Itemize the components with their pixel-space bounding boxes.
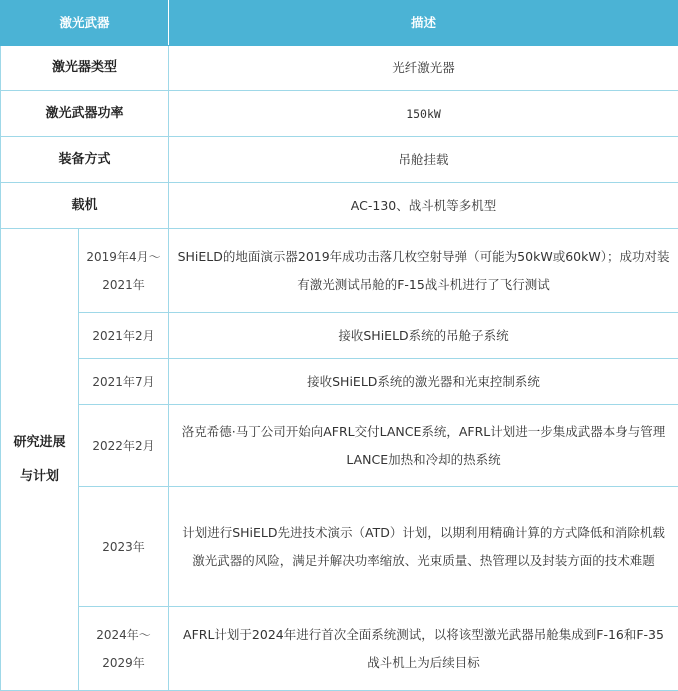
- plan-desc: 洛克希德·马丁公司开始向AFRL交付LANCE系统，AFRL计划进一步集成武器本身与管理LANCE加热和冷却的热系统: [169, 405, 678, 487]
- table-row: [1, 229, 678, 313]
- row-value-power: 150kW: [169, 91, 678, 137]
- table-row: [1, 487, 678, 607]
- table-header-row: [1, 1, 678, 46]
- plan-year: 2022年2月: [79, 405, 169, 487]
- table-row: [1, 607, 678, 691]
- plan-desc: AFRL计划于2024年进行首次全面系统测试，以将该型激光武器吊舱集成到F-16和F-35战斗机上为后续目标: [169, 607, 678, 691]
- plan-year: 2024年～2029年: [79, 607, 169, 691]
- row-label-mounting: 装备方式: [1, 137, 169, 183]
- table-row: [1, 313, 678, 359]
- row-label-carrier: 载机: [1, 183, 169, 229]
- row-value-mounting: 吊舱挂载: [169, 137, 678, 183]
- plan-label: 研究进展与计划: [1, 229, 79, 691]
- header-laser-weapon: 激光武器: [1, 1, 169, 46]
- table-row: [1, 46, 678, 91]
- plan-year: 2019年4月～2021年: [79, 229, 169, 313]
- plan-desc: 接收SHiELD系统的吊舱子系统: [169, 313, 678, 359]
- row-value-laser-type: 光纤激光器: [169, 46, 678, 91]
- plan-year: 2023年: [79, 487, 169, 607]
- plan-year: 2021年7月: [79, 359, 169, 405]
- table-row: [1, 91, 678, 137]
- header-description: 描述: [169, 1, 678, 46]
- row-label-power: 激光武器功率: [1, 91, 169, 137]
- plan-desc: 接收SHiELD系统的激光器和光束控制系统: [169, 359, 678, 405]
- table-row: [1, 137, 678, 183]
- plan-desc: SHiELD的地面演示器2019年成功击落几枚空射导弹（可能为50kW或60kW）；成功对装有激光测试吊舱的F-15战斗机进行了飞行测试: [169, 229, 678, 313]
- row-value-carrier: AC-130、战斗机等多机型: [169, 183, 678, 229]
- table-row: [1, 405, 678, 487]
- plan-year: 2021年2月: [79, 313, 169, 359]
- row-label-laser-type: 激光器类型: [1, 46, 169, 91]
- table-row: [1, 183, 678, 229]
- plan-desc: 计划进行SHiELD先进技术演示（ATD）计划，以期利用精确计算的方式降低和消除机载激光武器的风险，满足并解决功率缩放、光束质量、热管理以及封装方面的技术难题: [169, 487, 678, 607]
- table-row: [1, 359, 678, 405]
